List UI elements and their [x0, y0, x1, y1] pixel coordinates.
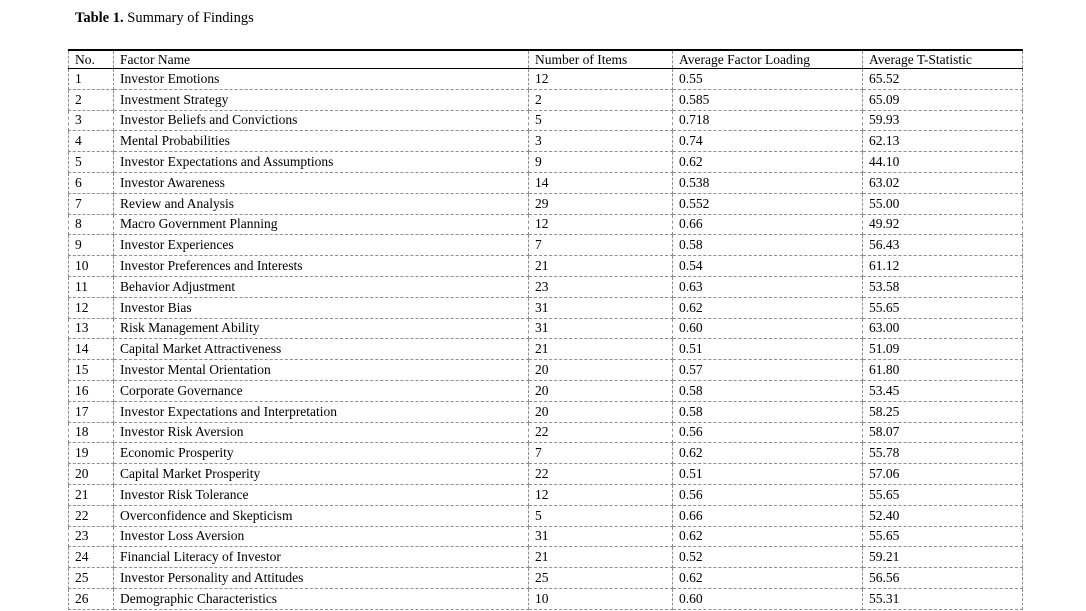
table-cell: 58.07 — [863, 422, 1023, 443]
table-row — [69, 339, 1023, 360]
table-cell: Investor Loss Aversion — [114, 526, 529, 547]
table-cell: Investor Expectations and Assumptions — [114, 152, 529, 173]
table-row — [69, 422, 1023, 443]
column-header: Number of Items — [529, 50, 673, 69]
table-caption-number: Table 1. — [75, 10, 124, 26]
table-cell: 13 — [69, 318, 114, 339]
table-cell: 5 — [529, 505, 673, 526]
table-cell: 0.585 — [673, 89, 863, 110]
table-row — [69, 443, 1023, 464]
table-cell: 59.21 — [863, 547, 1023, 568]
table-cell: Investor Emotions — [114, 69, 529, 90]
table-cell: 61.80 — [863, 360, 1023, 381]
table-cell: 0.62 — [673, 152, 863, 173]
table-cell: Investment Strategy — [114, 89, 529, 110]
column-header: Average Factor Loading — [673, 50, 863, 69]
table-cell: 0.63 — [673, 276, 863, 297]
table-row — [69, 235, 1023, 256]
table-row — [69, 193, 1023, 214]
table-cell: 3 — [69, 110, 114, 131]
table-cell: 0.60 — [673, 588, 863, 609]
table-cell: 0.718 — [673, 110, 863, 131]
table-cell: 14 — [69, 339, 114, 360]
table-cell: 53.45 — [863, 380, 1023, 401]
table-cell: 56.56 — [863, 568, 1023, 589]
table-cell: 0.60 — [673, 318, 863, 339]
table-cell: Investor Experiences — [114, 235, 529, 256]
table-cell: 4 — [69, 131, 114, 152]
table-cell: 0.56 — [673, 484, 863, 505]
table-row — [69, 276, 1023, 297]
table-cell: 0.58 — [673, 235, 863, 256]
table-cell: 8 — [69, 214, 114, 235]
table-row — [69, 484, 1023, 505]
table-cell: 0.58 — [673, 380, 863, 401]
table-cell: 49.92 — [863, 214, 1023, 235]
table-cell: 0.55 — [673, 69, 863, 90]
table-cell: Investor Preferences and Interests — [114, 256, 529, 277]
table-cell: 18 — [69, 422, 114, 443]
table-cell: 7 — [529, 235, 673, 256]
table-cell: 57.06 — [863, 464, 1023, 485]
table-cell: 12 — [69, 297, 114, 318]
table-cell: 15 — [69, 360, 114, 381]
table-cell: 5 — [69, 152, 114, 173]
table-cell: 25 — [69, 568, 114, 589]
table-cell: 61.12 — [863, 256, 1023, 277]
table-row — [69, 464, 1023, 485]
table-cell: 44.10 — [863, 152, 1023, 173]
table-cell: Demographic Characteristics — [114, 588, 529, 609]
table-cell: Investor Bias — [114, 297, 529, 318]
table-cell: 7 — [529, 443, 673, 464]
table-cell: 16 — [69, 380, 114, 401]
table-cell: 0.552 — [673, 193, 863, 214]
table-cell: 20 — [69, 464, 114, 485]
table-row — [69, 568, 1023, 589]
table-cell: 0.66 — [673, 505, 863, 526]
table-cell: Investor Risk Tolerance — [114, 484, 529, 505]
table-cell: Capital Market Attractiveness — [114, 339, 529, 360]
table-body — [69, 69, 1023, 610]
table-row — [69, 172, 1023, 193]
table-cell: Behavior Adjustment — [114, 276, 529, 297]
table-row — [69, 360, 1023, 381]
table-cell: 22 — [69, 505, 114, 526]
table-cell: 55.78 — [863, 443, 1023, 464]
table-cell: 12 — [529, 484, 673, 505]
table-cell: Overconfidence and Skepticism — [114, 505, 529, 526]
summary-of-findings-table — [68, 49, 1023, 610]
table-row — [69, 89, 1023, 110]
table-cell: 55.31 — [863, 588, 1023, 609]
table-cell: 21 — [529, 256, 673, 277]
table-cell: 12 — [529, 69, 673, 90]
table-row — [69, 297, 1023, 318]
table-cell: 0.52 — [673, 547, 863, 568]
table-cell: 0.538 — [673, 172, 863, 193]
table-cell: 0.62 — [673, 297, 863, 318]
table-cell: 9 — [69, 235, 114, 256]
table-cell: 29 — [529, 193, 673, 214]
table-cell: 55.65 — [863, 526, 1023, 547]
table-row — [69, 256, 1023, 277]
table-row — [69, 214, 1023, 235]
table-cell: Macro Government Planning — [114, 214, 529, 235]
table-cell: Financial Literacy of Investor — [114, 547, 529, 568]
table-cell: 58.25 — [863, 401, 1023, 422]
table-cell: 20 — [529, 360, 673, 381]
table-cell: 0.57 — [673, 360, 863, 381]
table-cell: Economic Prosperity — [114, 443, 529, 464]
table-row — [69, 380, 1023, 401]
table-cell: Investor Risk Aversion — [114, 422, 529, 443]
table-cell: 0.62 — [673, 568, 863, 589]
table-cell: Investor Mental Orientation — [114, 360, 529, 381]
column-header: Factor Name — [114, 50, 529, 69]
table-cell: 0.51 — [673, 464, 863, 485]
table-cell: 3 — [529, 131, 673, 152]
table-cell: 0.62 — [673, 526, 863, 547]
table-cell: 21 — [529, 339, 673, 360]
table-cell: 26 — [69, 588, 114, 609]
table-cell: 7 — [69, 193, 114, 214]
table-cell: 0.74 — [673, 131, 863, 152]
table-cell: Risk Management Ability — [114, 318, 529, 339]
table-cell: 55.65 — [863, 484, 1023, 505]
table-cell: 10 — [69, 256, 114, 277]
table-cell: 10 — [529, 588, 673, 609]
table-cell: 65.09 — [863, 89, 1023, 110]
table-cell: 55.00 — [863, 193, 1023, 214]
table-cell: 12 — [529, 214, 673, 235]
table-cell: 55.65 — [863, 297, 1023, 318]
table-cell: 0.66 — [673, 214, 863, 235]
table-cell: Review and Analysis — [114, 193, 529, 214]
table-cell: 0.56 — [673, 422, 863, 443]
table-cell: 20 — [529, 380, 673, 401]
table-cell: 53.58 — [863, 276, 1023, 297]
table-header — [69, 50, 1023, 69]
table-cell: 19 — [69, 443, 114, 464]
table-cell: 17 — [69, 401, 114, 422]
table-cell: 52.40 — [863, 505, 1023, 526]
table-cell: 31 — [529, 297, 673, 318]
table-row — [69, 131, 1023, 152]
table-cell: 0.51 — [673, 339, 863, 360]
table-cell: Investor Personality and Attitudes — [114, 568, 529, 589]
table-caption — [75, 9, 254, 27]
table-cell: Capital Market Prosperity — [114, 464, 529, 485]
table-cell: 23 — [529, 276, 673, 297]
table-cell: 62.13 — [863, 131, 1023, 152]
table-cell: Mental Probabilities — [114, 131, 529, 152]
table-cell: 5 — [529, 110, 673, 131]
table-row — [69, 505, 1023, 526]
table-cell: 0.62 — [673, 443, 863, 464]
table-cell: 59.93 — [863, 110, 1023, 131]
table-row — [69, 547, 1023, 568]
column-header: Average T-Statistic — [863, 50, 1023, 69]
table-header-row — [69, 50, 1023, 69]
table-cell: 63.02 — [863, 172, 1023, 193]
table-row — [69, 110, 1023, 131]
table-cell: 51.09 — [863, 339, 1023, 360]
table-caption-title: Summary of Findings — [127, 10, 254, 26]
table-cell: 6 — [69, 172, 114, 193]
table-cell: 0.58 — [673, 401, 863, 422]
table-cell: Investor Expectations and Interpretation — [114, 401, 529, 422]
table-row — [69, 69, 1023, 90]
table-cell: 22 — [529, 464, 673, 485]
table-row — [69, 588, 1023, 609]
table-cell: 65.52 — [863, 69, 1023, 90]
table-row — [69, 526, 1023, 547]
table-cell: 25 — [529, 568, 673, 589]
table-cell: 21 — [529, 547, 673, 568]
table-row — [69, 401, 1023, 422]
table-cell: Corporate Governance — [114, 380, 529, 401]
table-cell: 2 — [529, 89, 673, 110]
table-cell: 9 — [529, 152, 673, 173]
table-cell: 31 — [529, 318, 673, 339]
table-row — [69, 318, 1023, 339]
table-cell: 22 — [529, 422, 673, 443]
table-cell: 2 — [69, 89, 114, 110]
table-cell: 1 — [69, 69, 114, 90]
table-row — [69, 152, 1023, 173]
table-cell: 24 — [69, 547, 114, 568]
table-cell: 0.54 — [673, 256, 863, 277]
column-header: No. — [69, 50, 114, 69]
table-cell: Investor Beliefs and Convictions — [114, 110, 529, 131]
table-cell: 11 — [69, 276, 114, 297]
table-cell: 23 — [69, 526, 114, 547]
table-cell: 21 — [69, 484, 114, 505]
table-cell: 14 — [529, 172, 673, 193]
table-cell: 20 — [529, 401, 673, 422]
table-cell: Investor Awareness — [114, 172, 529, 193]
table-cell: 63.00 — [863, 318, 1023, 339]
table-cell: 56.43 — [863, 235, 1023, 256]
table-cell: 31 — [529, 526, 673, 547]
